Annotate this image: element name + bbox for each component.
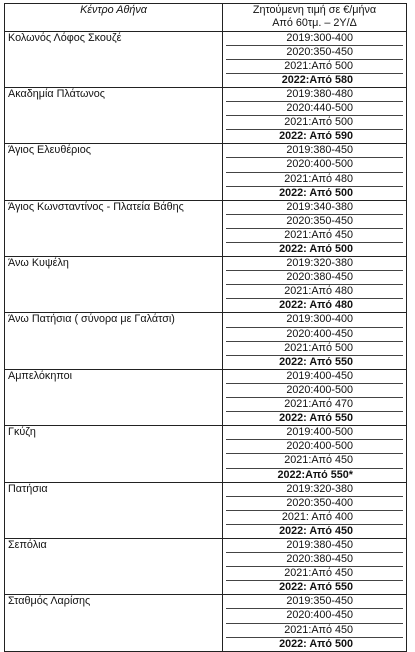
area-name-cell: Πατήσια (5, 482, 223, 538)
table-body (5, 31, 407, 651)
area-column-header: Κέντρο Αθήνα (5, 4, 223, 32)
year-price-line: 2021:Από 450 (226, 453, 403, 467)
year-price-line: 2019:400-450 (286, 369, 353, 382)
year-price-line: 2020:400-450 (226, 608, 403, 622)
price-cell (223, 369, 407, 425)
area-name-cell: Άνω Κυψέλη (5, 257, 223, 313)
table-row (5, 482, 407, 538)
table-row (5, 87, 407, 143)
table-row (5, 538, 407, 594)
year-price-line: 2020:400-450 (226, 327, 403, 341)
year-price-line: 2020:350-450 (226, 214, 403, 228)
year-price-line: 2022: Από 550 (226, 411, 403, 425)
year-price-line: 2019:320-380 (286, 482, 353, 495)
area-name-cell: Σεπόλια (5, 538, 223, 594)
table-row (5, 313, 407, 369)
price-cell (223, 144, 407, 200)
year-price-line: 2020:380-450 (226, 552, 403, 566)
year-price-line: 2022: Από 500 (226, 637, 403, 651)
rent-price-table (4, 3, 407, 652)
price-cell (223, 200, 407, 256)
area-name-cell: Σταθμός Λαρίσης (5, 595, 223, 651)
price-cell (223, 31, 407, 87)
price-cell (223, 595, 407, 651)
area-name-cell: Άγιος Ελευθέριος (5, 144, 223, 200)
price-cell (223, 426, 407, 482)
year-price-line: 2019:380-480 (286, 87, 353, 100)
year-price-line: 2019:320-380 (286, 257, 353, 270)
year-price-line: 2019:400-500 (286, 426, 353, 439)
year-price-line: 2020:400-500 (226, 383, 403, 397)
year-price-line: 2022: Από 450 (226, 524, 403, 538)
year-price-line: 2020:400-500 (226, 157, 403, 171)
year-price-line: 2021:Από 450 (226, 566, 403, 580)
year-price-line: 2022: Από 550 (226, 355, 403, 369)
year-price-line: 2019:340-380 (286, 200, 353, 213)
year-price-line: 2022: Από 550 (226, 580, 403, 594)
table-row (5, 257, 407, 313)
table-row (5, 426, 407, 482)
year-price-line: 2022: Από 500 (226, 242, 403, 256)
year-price-line: 2021:Από 450 (226, 228, 403, 242)
year-price-line: 2020:400-500 (226, 439, 403, 453)
year-price-line: 2021:Από 480 (226, 172, 403, 186)
price-cell (223, 257, 407, 313)
area-name-cell: Ακαδημία Πλάτωνος (5, 87, 223, 143)
year-price-line: 2021:Από 500 (226, 341, 403, 355)
year-price-line: 2019:300-400 (286, 31, 353, 44)
table-row (5, 31, 407, 87)
year-price-line: 2022:Από 550* (226, 468, 403, 482)
table-row (5, 200, 407, 256)
year-price-line: 2021:Από 470 (226, 397, 403, 411)
year-price-line: 2022: Από 500 (226, 186, 403, 200)
area-name-cell: Άνω Πατήσια ( σύνορα με Γαλάτσι) (5, 313, 223, 369)
table-header-row (5, 4, 407, 32)
price-column-header (223, 4, 407, 32)
price-header-line-2: Από 60τμ. – 2Υ/Δ (272, 17, 357, 30)
year-price-line: 2022: Από 590 (226, 129, 403, 143)
price-cell (223, 87, 407, 143)
year-price-line: 2020:350-450 (226, 45, 403, 59)
year-price-line: 2021:Από 500 (226, 115, 403, 129)
price-header-line-1: Ζητούμενη τιμή σε €/μήνα (252, 4, 377, 16)
year-price-line: 2021:Από 450 (226, 623, 403, 637)
year-price-line: 2022: Από 480 (226, 298, 403, 312)
year-price-line: 2019:380-450 (286, 144, 353, 157)
price-cell (223, 482, 407, 538)
year-price-line: 2019:300-400 (286, 313, 353, 326)
table-row (5, 595, 407, 651)
table-row (5, 144, 407, 200)
year-price-line: 2019:350-450 (286, 595, 353, 608)
year-price-line: 2019:380-450 (286, 538, 353, 551)
year-price-line: 2022:Από 580 (226, 73, 403, 87)
year-price-line: 2021:Από 500 (226, 59, 403, 73)
price-cell (223, 313, 407, 369)
year-price-line: 2021: Από 400 (226, 510, 403, 524)
area-name-cell: Γκύζη (5, 426, 223, 482)
year-price-line: 2020:440-500 (226, 101, 403, 115)
year-price-line: 2020:350-400 (226, 496, 403, 510)
year-price-line: 2020:380-450 (226, 270, 403, 284)
area-name-cell: Άγιος Κωνσταντίνος - Πλατεία Βάθης (5, 200, 223, 256)
year-price-line: 2021:Από 480 (226, 284, 403, 298)
area-name-cell: Κολωνός Λόφος Σκουζέ (5, 31, 223, 87)
area-name-cell: Αμπελόκηποι (5, 369, 223, 425)
table-row (5, 369, 407, 425)
price-cell (223, 538, 407, 594)
